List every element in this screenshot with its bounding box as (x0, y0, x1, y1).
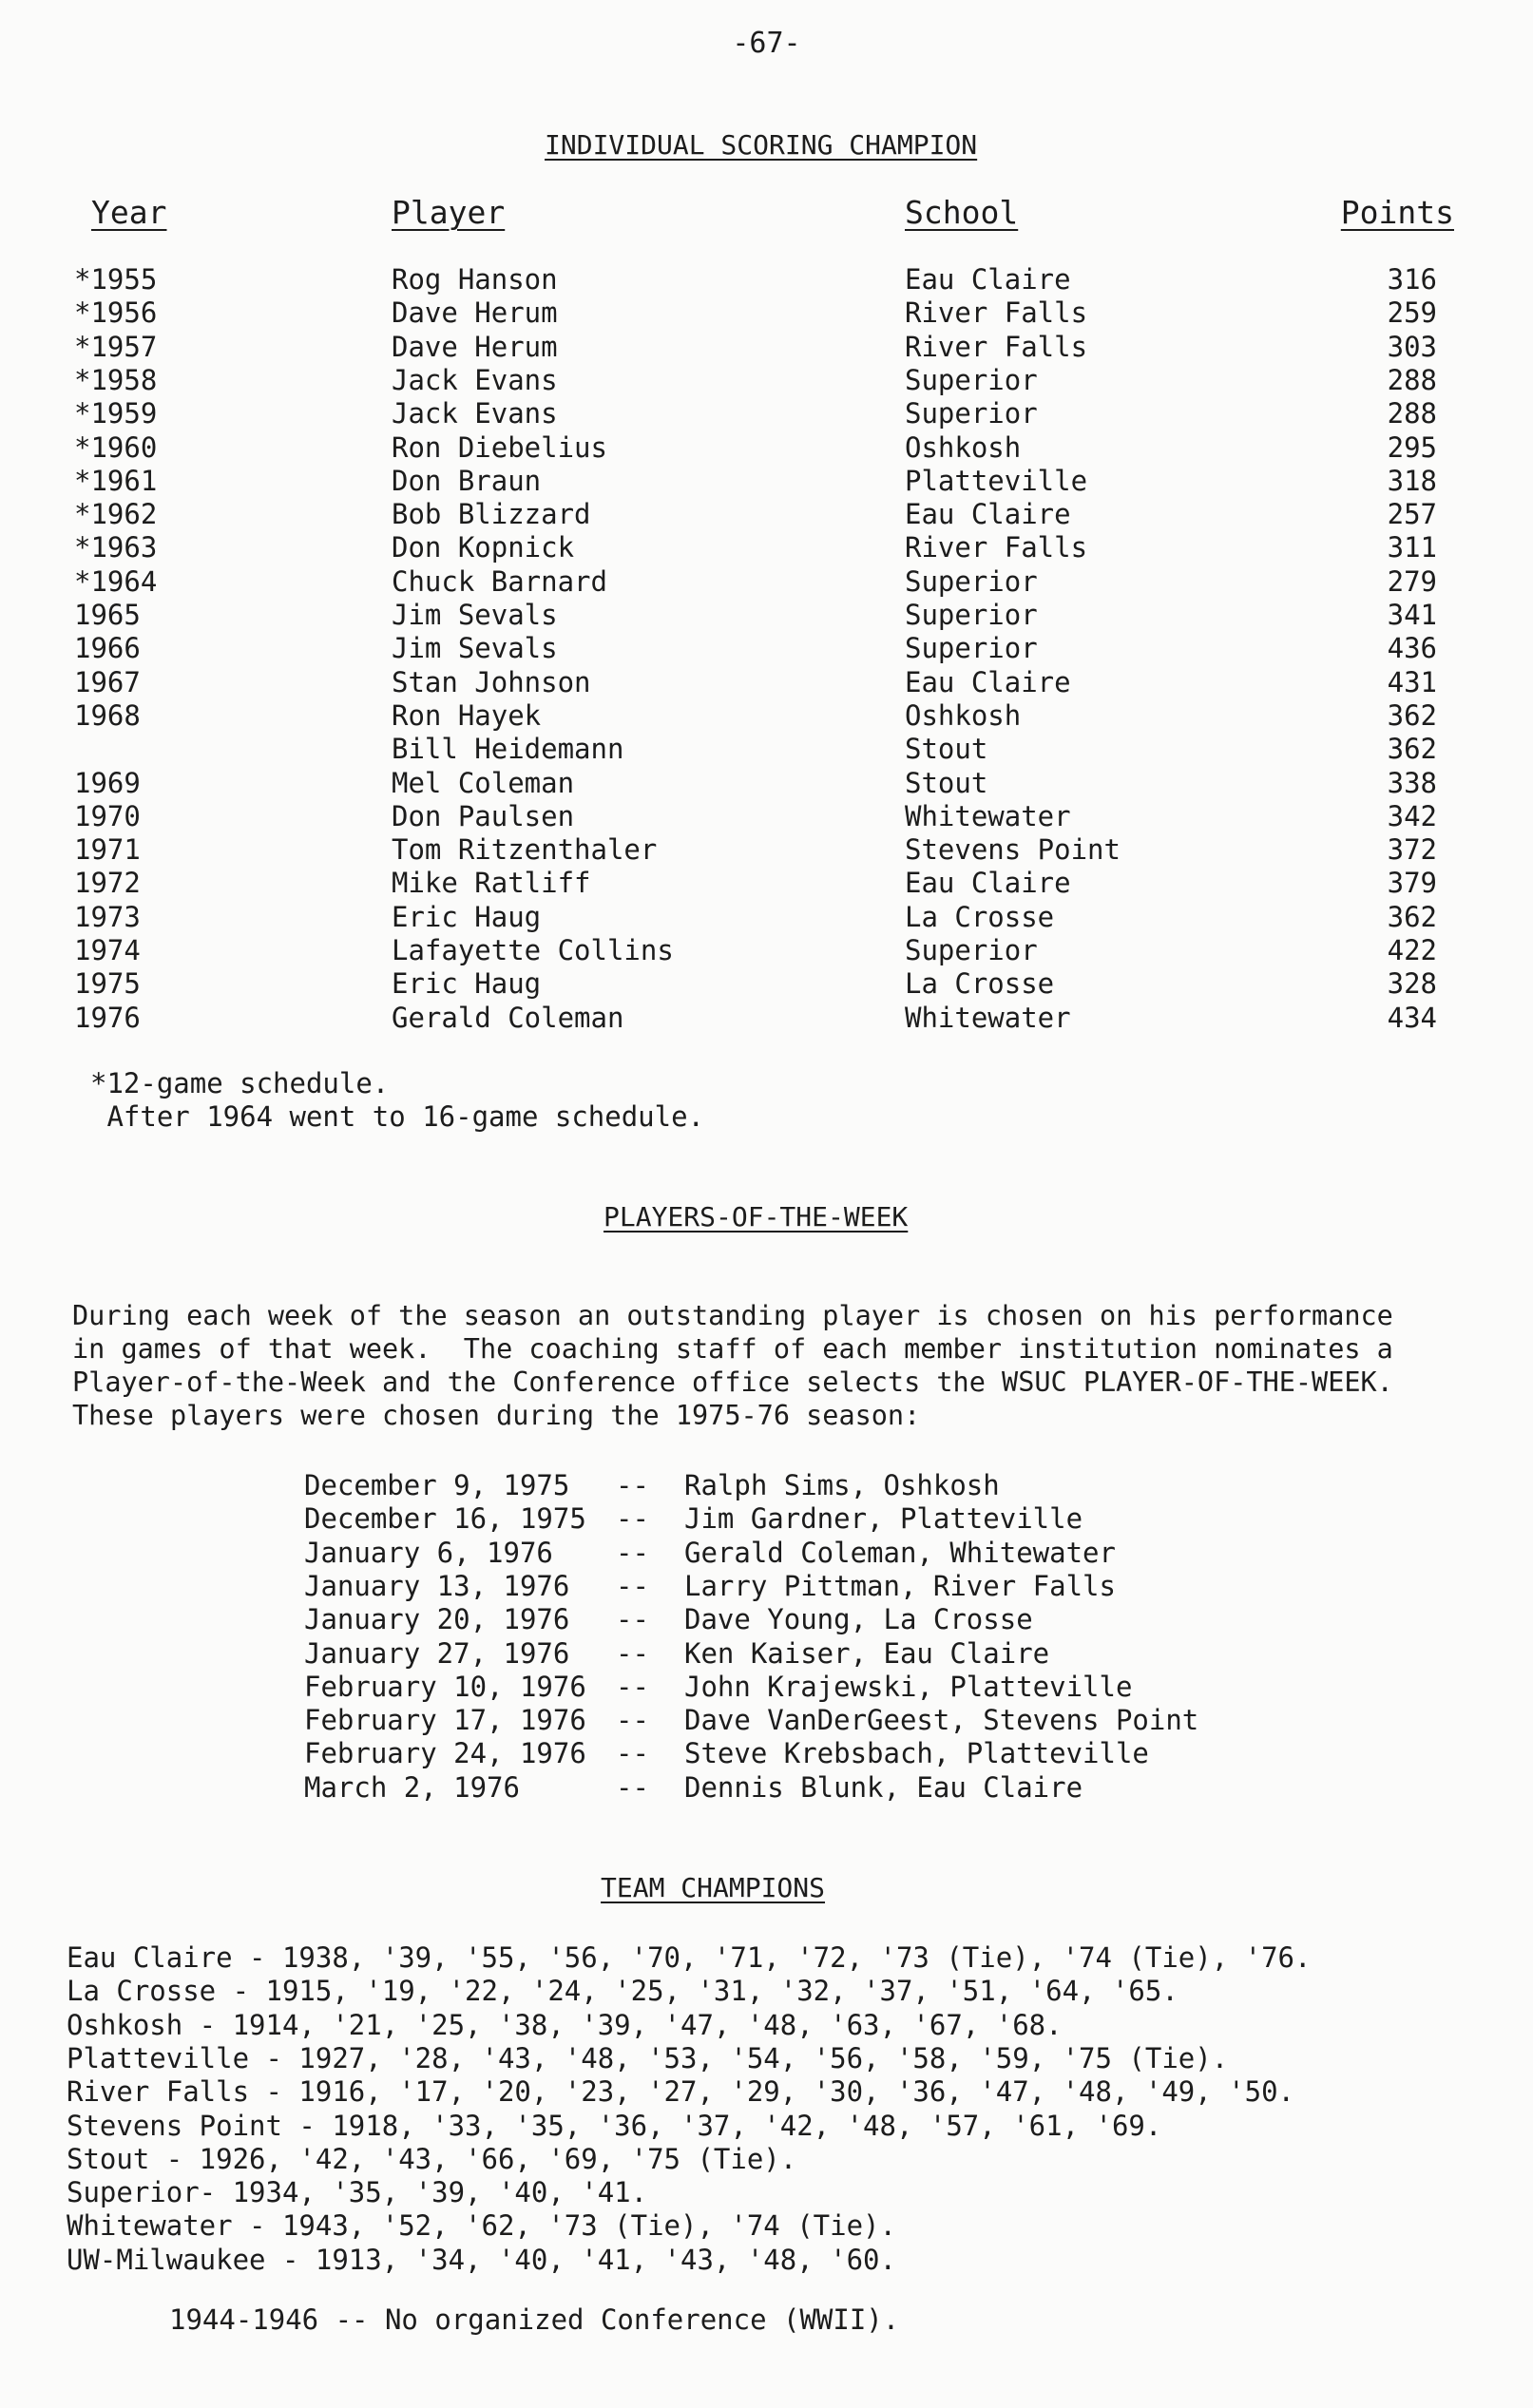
list-item: La Crosse - 1915, '19, '22, '24, '25, '31, '32, '37, '51, '64, '65. (67, 1975, 1178, 2008)
week-date: January 27, 1976 (304, 1636, 570, 1670)
table-row (0, 867, 1533, 900)
cell-player: Jack Evans (392, 363, 558, 396)
list-item (0, 1771, 1533, 1805)
schedule-note: *12-game schedule. (90, 1067, 390, 1099)
separator: -- (616, 1704, 649, 1737)
cell-points: 436 (1387, 632, 1437, 665)
players-of-week-title: PLAYERS-OF-THE-WEEK (604, 1201, 909, 1233)
scoring-title: INDIVIDUAL SCORING CHAMPION (545, 129, 978, 161)
list-item: Stevens Point - 1918, '33, '35, '36, '37, '42, '48, '57, '61, '69. (67, 2109, 1162, 2142)
cell-points: 379 (1387, 867, 1437, 900)
cell-school: Oshkosh (905, 698, 1022, 732)
separator: -- (616, 1603, 649, 1636)
cell-school: Eau Claire (905, 498, 1071, 531)
week-date: January 6, 1976 (304, 1536, 553, 1569)
cell-school: Superior (905, 564, 1038, 598)
table-row (0, 934, 1533, 967)
table-row (0, 767, 1533, 800)
week-player: John Krajewski, Platteville (684, 1670, 1133, 1703)
cell-school: Superior (905, 934, 1038, 966)
cell-points: 295 (1387, 430, 1437, 464)
separator: -- (616, 1502, 649, 1536)
cell-player: Jim Sevals (392, 632, 558, 665)
week-player: Ken Kaiser, Eau Claire (684, 1636, 1050, 1670)
cell-year: 1966 (74, 632, 141, 665)
page-number: -67- (732, 27, 801, 60)
cell-year: 1965 (74, 599, 141, 631)
table-row (0, 531, 1533, 564)
cell-year: 1970 (74, 799, 141, 832)
cell-school: Superior (905, 599, 1038, 631)
separator: -- (616, 1536, 649, 1569)
cell-player: Don Paulsen (392, 799, 575, 832)
list-item: UW-Milwaukee - 1913, '34, '40, '41, '43, '48, '60. (67, 2243, 896, 2276)
cell-points: 259 (1387, 296, 1437, 330)
cell-year: 1967 (74, 665, 141, 698)
cell-year: *1958 (74, 363, 158, 396)
cell-points: 434 (1387, 1001, 1437, 1034)
week-player: Ralph Sims, Oshkosh (684, 1469, 1000, 1501)
list-item (0, 1737, 1533, 1770)
cell-school: Superior (905, 397, 1038, 430)
header-player: Player (392, 194, 506, 231)
week-player: Steve Krebsbach, Platteville (684, 1737, 1149, 1770)
week-player: Dennis Blunk, Eau Claire (684, 1770, 1083, 1804)
cell-year: *1964 (74, 564, 158, 598)
cell-player: Stan Johnson (392, 665, 591, 698)
cell-player: Gerald Coleman (392, 1001, 624, 1034)
cell-player: Lafayette Collins (392, 934, 674, 966)
table-row (0, 967, 1533, 1001)
cell-school: Whitewater (905, 799, 1071, 832)
separator: -- (616, 1670, 649, 1703)
cell-points: 342 (1387, 799, 1437, 832)
cell-year: 1969 (74, 766, 141, 799)
cell-points: 422 (1387, 934, 1437, 966)
cell-points: 288 (1387, 397, 1437, 430)
cell-points: 341 (1387, 599, 1437, 631)
list-item: Oshkosh - 1914, '21, '25, '38, '39, '47, '48, '63, '67, '68. (67, 2008, 1063, 2041)
table-row (0, 800, 1533, 833)
cell-year: *1960 (74, 430, 158, 464)
cell-school: River Falls (905, 531, 1088, 564)
cell-year: *1955 (74, 263, 158, 296)
cell-points: 288 (1387, 363, 1437, 396)
team-champions-title: TEAM CHAMPIONS (601, 1872, 826, 1903)
week-player: Larry Pittman, River Falls (684, 1569, 1116, 1602)
cell-school: Whitewater (905, 1001, 1071, 1034)
list-item (0, 1671, 1533, 1704)
cell-year: *1963 (74, 531, 158, 564)
cell-player: Jack Evans (392, 397, 558, 430)
cell-year: 1972 (74, 867, 141, 900)
cell-player: Dave Herum (392, 330, 558, 363)
cell-year: 1971 (74, 833, 141, 867)
separator: -- (616, 1569, 649, 1602)
week-date: February 24, 1976 (304, 1737, 586, 1770)
cell-year: *1962 (74, 498, 158, 531)
cell-year: *1957 (74, 330, 158, 363)
list-item: Stout - 1926, '42, '43, '66, '69, '75 (Tie). (67, 2142, 797, 2175)
cell-year: 1973 (74, 900, 141, 933)
table-row (0, 901, 1533, 934)
cell-points: 257 (1387, 498, 1437, 531)
table-row (0, 431, 1533, 465)
cell-school: Eau Claire (905, 263, 1071, 296)
week-date: February 10, 1976 (304, 1670, 586, 1703)
cell-points: 362 (1387, 900, 1437, 933)
table-row (0, 599, 1533, 632)
list-item (0, 1637, 1533, 1671)
table-row (0, 296, 1533, 330)
cell-year: *1956 (74, 296, 158, 330)
cell-points: 303 (1387, 330, 1437, 363)
cell-year: 1975 (74, 967, 141, 1001)
header-school: School (905, 194, 1019, 231)
table-row (0, 565, 1533, 599)
cell-year: 1976 (74, 1001, 141, 1034)
cell-school: Platteville (905, 464, 1088, 497)
table-row (0, 331, 1533, 364)
cell-player: Dave Herum (392, 296, 558, 330)
cell-points: 362 (1387, 733, 1437, 766)
cell-school: River Falls (905, 296, 1088, 330)
cell-school: Stout (905, 733, 988, 766)
cell-player: Rog Hanson (392, 263, 558, 296)
table-row (0, 397, 1533, 430)
cell-school: Superior (905, 632, 1038, 665)
separator: -- (616, 1770, 649, 1804)
table-row (0, 1002, 1533, 1035)
list-item (0, 1570, 1533, 1603)
header-year: Year (91, 194, 167, 231)
list-item (0, 1537, 1533, 1570)
cell-points: 362 (1387, 698, 1437, 732)
list-item: Platteville - 1927, '28, '43, '48, '53, '54, '56, '58, '59, '75 (Tie). (67, 2041, 1229, 2074)
cell-school: River Falls (905, 330, 1088, 363)
list-item (0, 1469, 1533, 1502)
cell-player: Don Kopnick (392, 531, 575, 564)
cell-school: Stevens Point (905, 833, 1121, 867)
cell-points: 311 (1387, 531, 1437, 564)
week-date: March 2, 1976 (304, 1770, 520, 1804)
wwii-footnote: 1944-1946 -- No organized Conference (WWII). (169, 2303, 900, 2336)
table-row (0, 632, 1533, 665)
players-of-week-description: During each week of the season an outstanding player is chosen on his performance in games of that week. The coaching staff of each member institution nominates a Player-of-the-Week and the Conference office selects the WSUC PLAYER-OF-THE-WEEK. These players were chosen during the 1975-76 season: (72, 1300, 1393, 1431)
list-item: Superior- 1934, '35, '39, '40, '41. (67, 2176, 648, 2209)
cell-year: 1968 (74, 698, 141, 732)
table-row (0, 364, 1533, 397)
cell-player: Don Braun (392, 464, 542, 497)
cell-points: 316 (1387, 263, 1437, 296)
list-item: Eau Claire - 1938, '39, '55, '56, '70, '71, '72, '73 (Tie), '74 (Tie), '76. (67, 1941, 1312, 1974)
week-date: December 16, 1975 (304, 1502, 586, 1536)
table-row (0, 666, 1533, 699)
cell-player: Bill Heidemann (392, 733, 624, 766)
week-date: January 20, 1976 (304, 1603, 570, 1636)
cell-school: Oshkosh (905, 430, 1022, 464)
cell-points: 328 (1387, 967, 1437, 1001)
table-row (0, 733, 1533, 766)
header-points: Points (1340, 194, 1454, 231)
week-player: Jim Gardner, Platteville (684, 1502, 1083, 1536)
week-player: Dave VanDerGeest, Stevens Point (684, 1704, 1199, 1737)
week-player: Gerald Coleman, Whitewater (684, 1536, 1116, 1569)
cell-year: *1959 (74, 397, 158, 430)
cell-school: La Crosse (905, 900, 1055, 933)
cell-player: Ron Diebelius (392, 430, 607, 464)
separator: -- (616, 1636, 649, 1670)
cell-school: Eau Claire (905, 665, 1071, 698)
table-row (0, 833, 1533, 867)
cell-points: 431 (1387, 665, 1437, 698)
cell-points: 338 (1387, 766, 1437, 799)
list-item (0, 1603, 1533, 1636)
cell-player: Bob Blizzard (392, 498, 591, 531)
schedule-note-2: After 1964 went to 16-game schedule. (90, 1100, 705, 1133)
cell-school: Stout (905, 766, 988, 799)
cell-player: Ron Hayek (392, 698, 542, 732)
table-row (0, 465, 1533, 498)
cell-school: La Crosse (905, 967, 1055, 1001)
table-row (0, 699, 1533, 733)
week-date: February 17, 1976 (304, 1704, 586, 1737)
table-row (0, 498, 1533, 531)
list-item (0, 1502, 1533, 1536)
cell-player: Tom Ritzenthaler (392, 833, 658, 867)
cell-school: Eau Claire (905, 867, 1071, 900)
cell-player: Jim Sevals (392, 599, 558, 631)
separator: -- (616, 1737, 649, 1770)
cell-player: Eric Haug (392, 900, 542, 933)
cell-points: 372 (1387, 833, 1437, 867)
cell-player: Mel Coleman (392, 766, 575, 799)
list-item (0, 1704, 1533, 1737)
cell-player: Eric Haug (392, 967, 542, 1001)
week-player: Dave Young, La Crosse (684, 1603, 1033, 1636)
list-item: River Falls - 1916, '17, '20, '23, '27, '29, '30, '36, '47, '48, '49, '50. (67, 2075, 1295, 2109)
cell-school: Superior (905, 363, 1038, 396)
week-date: December 9, 1975 (304, 1469, 570, 1501)
separator: -- (616, 1469, 649, 1501)
cell-points: 279 (1387, 564, 1437, 598)
week-date: January 13, 1976 (304, 1569, 570, 1602)
cell-year: 1974 (74, 934, 141, 966)
cell-points: 318 (1387, 464, 1437, 497)
cell-year: *1961 (74, 464, 158, 497)
cell-player: Mike Ratliff (392, 867, 591, 900)
table-row (0, 263, 1533, 296)
list-item: Whitewater - 1943, '52, '62, '73 (Tie), '74 (Tie). (67, 2209, 896, 2243)
cell-player: Chuck Barnard (392, 564, 607, 598)
